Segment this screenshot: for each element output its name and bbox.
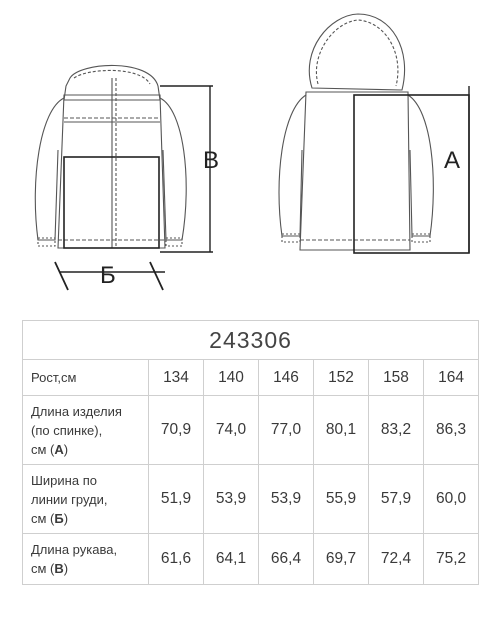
size-chart-table (22, 320, 479, 585)
label-line: линии груди, (31, 491, 108, 507)
size-152: 152 (314, 360, 369, 396)
table-cell: 72,4 (369, 534, 424, 585)
label-line: Длина изделия (31, 403, 122, 419)
table-row-length (23, 396, 479, 465)
table-row-sleeve-length (23, 534, 479, 585)
label-line: Длина рукава, (31, 542, 118, 557)
size-146: 146 (259, 360, 314, 396)
label-end: ) (63, 441, 69, 457)
dimension-label-v: В (203, 147, 220, 174)
label-key: А (54, 441, 64, 457)
table-cell: 75,2 (424, 534, 479, 585)
label-line: см ( (31, 510, 55, 526)
table-cell: 83,2 (369, 396, 424, 465)
article-number: 243306 (23, 321, 479, 360)
table-cell: 66,4 (259, 534, 314, 585)
table-cell: 61,6 (149, 534, 204, 585)
label-line: (по спинке), (31, 422, 103, 438)
table-cell: 77,0 (259, 396, 314, 465)
table-cell: 64,1 (204, 534, 259, 585)
table-row-height (23, 360, 479, 396)
table-cell: 74,0 (204, 396, 259, 465)
label-line: Ширина по (31, 472, 97, 488)
table-cell: 57,9 (369, 465, 424, 534)
row-label-length (23, 396, 149, 465)
label-line: см ( (31, 561, 55, 576)
size-164: 164 (424, 360, 479, 396)
front-view-drawing (35, 65, 213, 290)
size-158: 158 (369, 360, 424, 396)
row-label-sleeve-length (23, 534, 149, 585)
table-cell: 60,0 (424, 465, 479, 534)
table-cell: 70,9 (149, 396, 204, 465)
label-line: см ( (31, 441, 55, 457)
jacket-sketch (0, 0, 500, 300)
table-cell: 55,9 (314, 465, 369, 534)
table-cell: 69,7 (314, 534, 369, 585)
row-label-chest-width (23, 465, 149, 534)
label-end: ) (63, 510, 69, 526)
label-key: В (54, 561, 64, 576)
dimension-label-a: А (444, 147, 461, 174)
size-140: 140 (204, 360, 259, 396)
table-cell: 86,3 (424, 396, 479, 465)
back-view-drawing (279, 14, 469, 253)
table-cell: 80,1 (314, 396, 369, 465)
label-key: Б (54, 510, 64, 526)
label-end: ) (63, 561, 69, 576)
table-cell: 51,9 (149, 465, 204, 534)
table-cell: 53,9 (204, 465, 259, 534)
size-134: 134 (149, 360, 204, 396)
dimension-label-b: Б (100, 262, 116, 289)
table-row-chest-width (23, 465, 479, 534)
row-label-height: Рост,см (23, 360, 149, 396)
table-cell: 53,9 (259, 465, 314, 534)
